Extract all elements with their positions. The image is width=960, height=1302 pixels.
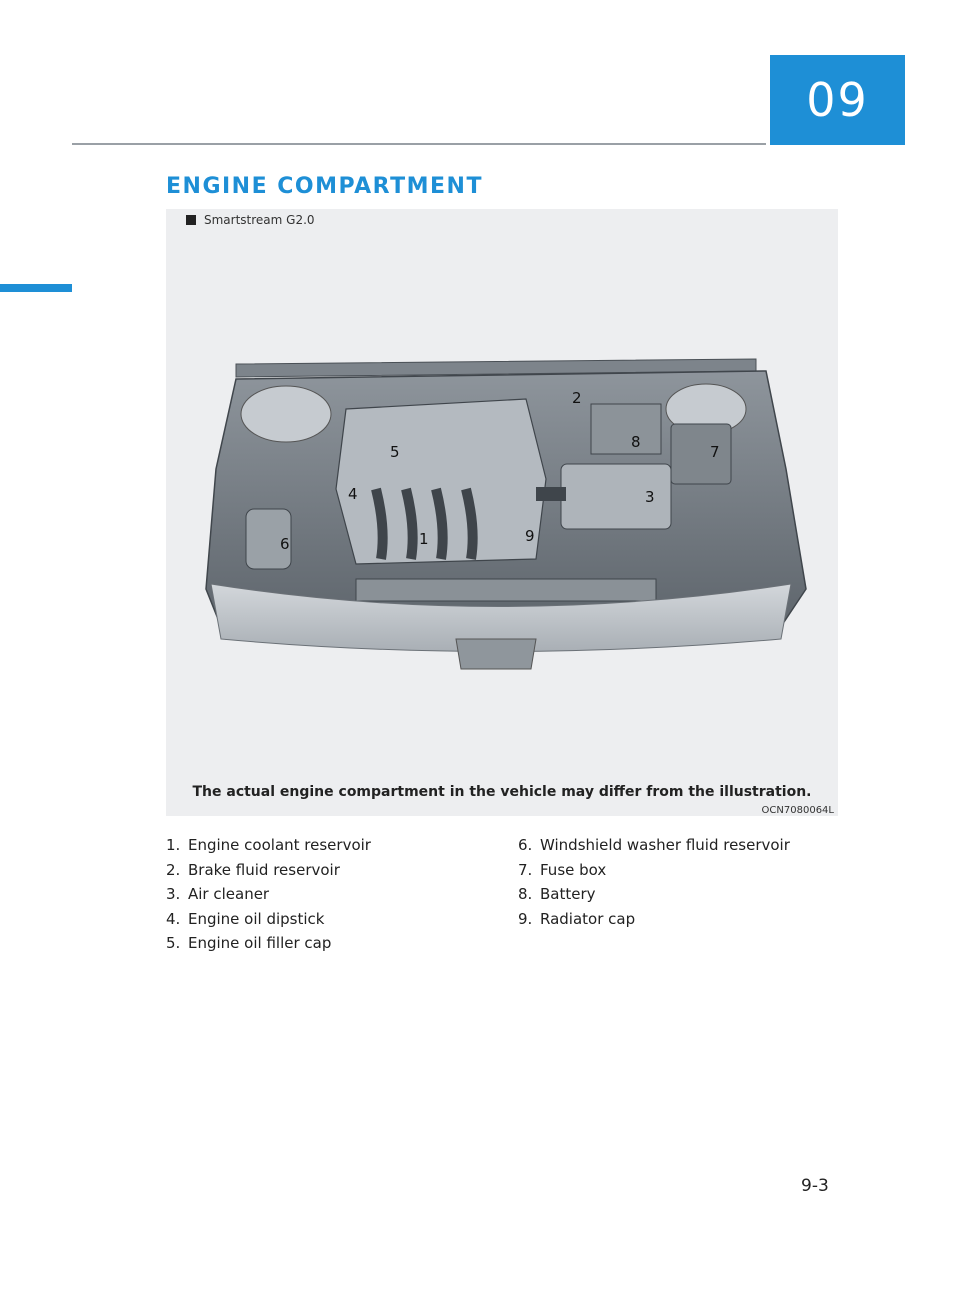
section-title: ENGINE COMPARTMENT [166, 174, 483, 199]
engine-illustration [166, 339, 838, 779]
side-marker [0, 284, 72, 292]
list-item: 1. Engine coolant reservoir [166, 836, 371, 854]
legend-left [166, 836, 371, 959]
callout-6: 6 [280, 535, 290, 553]
square-bullet-icon [186, 215, 196, 225]
callout-8: 8 [631, 433, 641, 451]
figure-caption: The actual engine compartment in the vehicle may differ from the illustration. [192, 784, 812, 800]
list-item: 7. Fuse box [518, 860, 607, 879]
list-item: 8. Battery [518, 885, 596, 903]
callout-5: 5 [390, 443, 400, 461]
list-item: 9. Radiator cap [518, 909, 636, 928]
legend-right [518, 836, 790, 934]
list-item: 4. Engine oil dipstick [166, 909, 325, 928]
callout-2: 2 [572, 389, 582, 407]
callout-9: 9 [525, 527, 535, 545]
callout-7: 7 [710, 443, 720, 461]
engine-variant [186, 213, 315, 227]
callout-3: 3 [645, 488, 655, 506]
chapter-tab: 09 [770, 55, 905, 145]
list-item: 5. Engine oil filler cap [166, 934, 332, 952]
header-rule [72, 143, 766, 145]
list-item: 3. Air cleaner [166, 885, 270, 903]
list-item: 6. Windshield washer fluid reservoir [518, 836, 790, 854]
page-number: 9-3 [801, 1176, 829, 1196]
callout-4: 4 [348, 485, 358, 503]
engine-figure [166, 209, 838, 816]
engine-variant-label: Smartstream G2.0 [204, 213, 315, 227]
figure-code: OCN7080064L [761, 805, 834, 816]
callout-1: 1 [419, 530, 429, 548]
list-item: 2. Brake fluid reservoir [166, 860, 340, 879]
